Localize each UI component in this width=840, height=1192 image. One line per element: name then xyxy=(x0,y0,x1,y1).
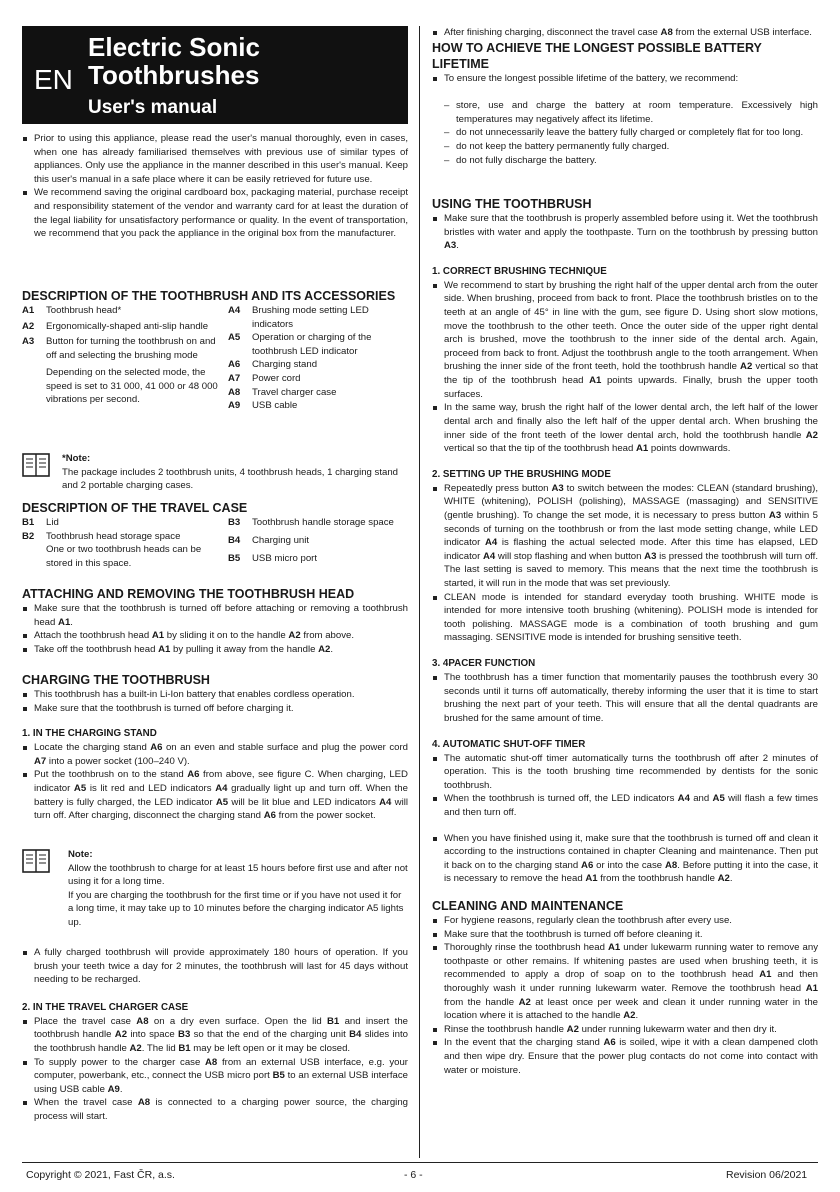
list-item: – store, use and charge the battery at room temperature. Excessively high temperatures may negatively affect its lifetime. xyxy=(444,99,818,126)
list-item: We recommend to start by brushing the right half of the upper dental arch from the outer side. When brushing, proceed from back to front. Place the toothbrush bristles on to the teeth at an angle of 45° in line with the gum, see figure D. Using short slow motions, move the toothbrush to the other teeth. Once the outer side of the upper right dental arch is brushed, move the toothbrush to the inner side of the dental arch. Again, proceed from back to front. Adjust the toothbrush angle to the tooth arrangement. When brushing the inner side of the front teeth, hold the toothbrush handle A2 vertical so that the tip of the toothbrush head A1 points upwards. Finally, brush the upper tooth surfaces. xyxy=(432,279,818,401)
charging-note xyxy=(22,848,408,930)
note-text: Allow the toothbrush to charge for at least 15 hours before first use and after not using it for a long time. xyxy=(68,862,408,888)
list-item: CLEAN mode is intended for standard everyday tooth brushing. WHITE mode is intended for more intensive tooth brushing (whitening). POLISH mode is intended for tooth polishing. MASSAGE mode is a combination of tooth brushing and gum massaging. SENSITIVE mode is intended for brushing sensitive teeth. xyxy=(432,591,818,645)
item-label: Toothbrush handle storage space xyxy=(252,517,394,528)
item-code: B1 xyxy=(22,517,35,528)
note-text: If you are charging the toothbrush for the first time or if you have not used it for a long time, it may take up to 10 minutes before the charging indicator A5 lights up. xyxy=(68,889,404,929)
subsection-heading: 2. IN THE TRAVEL CHARGER CASE xyxy=(22,1001,189,1013)
item-code: B3 xyxy=(228,517,241,528)
item-code: A2 xyxy=(22,320,35,332)
list-item: We recommend saving the original cardboard box, packaging material, purchase receipt and responsibility statement of the vendor and warranty card for at least the duration of the legal liability for unsatisfactory performance or quality. In the event of transportation, we recommend that you pack the appliance in the original box from the manufacturer. xyxy=(22,186,408,240)
item-code: B5 xyxy=(228,553,241,565)
list-item: Attach the toothbrush head A1 by sliding it on to the handle A2 from above. xyxy=(22,629,408,643)
item-label: Lid xyxy=(46,517,59,528)
list-item: Make sure that the toothbrush is turned off before cleaning it. xyxy=(432,928,818,942)
item-label: Ergonomically-shaped anti-slip handle xyxy=(46,320,209,332)
list-item: – do not fully discharge the battery. xyxy=(444,154,818,168)
language-code: EN xyxy=(34,64,73,95)
list-item: Repeatedly press button A3 to switch between the modes: CLEAN (standard brushing), WHITE (whitening), POLISH (polishing), MASSAGE (massaging) and SENSITIVE (gentle brushing). To change the set mode, it is necessary to press button A3 within 5 seconds of turning on the toothbrush or from the last mode setting change, while LED indicator A4 is flashing the actual selected mode. After this time has elapsed, LED indicator A4 will stop flashing and when button A3 is pressed the toothbrush will turn off. The last setting is saved to memory. This means that the next time the toothbrush is started, it will run in the mode that was set previously. xyxy=(432,482,818,591)
item-label: Travel charger case xyxy=(252,386,337,398)
note-label: Note: xyxy=(68,849,93,860)
section-heading: HOW TO ACHIEVE THE LONGEST POSSIBLE BATTERY LIFETIME xyxy=(432,40,762,71)
subsection-heading: 2. SETTING UP THE BRUSHING MODE xyxy=(432,468,611,480)
travel-case-table-right xyxy=(228,516,408,570)
footer-copyright: Copyright © 2021, Fast ČR, a.s. xyxy=(26,1169,175,1181)
right-top xyxy=(432,26,818,167)
attaching-section xyxy=(22,586,408,656)
item-label: USB cable xyxy=(252,400,298,412)
list-item: Locate the charging stand A6 on an even and stable surface and plug the power cord A7 into a power socket (100–240 V). xyxy=(22,741,408,768)
list-item: – do not unnecessarily leave the battery fully charged or completely flat for too long. xyxy=(444,126,818,140)
item-label: Power cord xyxy=(252,373,301,385)
list-item: When the toothbrush is turned off, the LED indicators A4 and A5 will flash a few times and then turn off. xyxy=(432,792,818,819)
intro-list xyxy=(22,132,408,241)
subsection-heading: 3. 4PACER FUNCTION xyxy=(432,658,536,670)
item-code: A5 xyxy=(228,332,241,344)
list-item: Rinse the toothbrush handle A2 under running lukewarm water and then dry it. xyxy=(432,1023,818,1037)
intro-section xyxy=(22,132,408,241)
charging-section xyxy=(22,672,408,823)
list-item: – do not keep the battery permanently fully charged. xyxy=(444,140,818,154)
list-item: For hygiene reasons, regularly clean the toothbrush after every use. xyxy=(432,914,818,928)
section-heading: CLEANING AND MAINTENANCE xyxy=(432,898,624,913)
item-label: Depending on the selected mode, the speed is set to 31 000, 41 000 or 48 000 vibrations per second. xyxy=(46,367,218,406)
subsection-heading: 1. IN THE CHARGING STAND xyxy=(22,728,157,740)
accessories-section xyxy=(22,288,408,413)
list-item: To ensure the longest possible lifetime of the battery, we recommend: xyxy=(432,72,818,86)
list-item: Put the toothbrush on to the stand A6 from above, see figure C. When charging, LED indicator A5 is lit red and LED indicators A4 gradually light up and turn off. When the battery is fully charged, the LED indicator A5 will be lit blue and LED indicators A4 will turn off. After charging, disconnect the charging stand A6 from the power socket. xyxy=(22,768,408,822)
item-label: Charging unit xyxy=(252,535,310,547)
section-heading: CHARGING THE TOOTHBRUSH xyxy=(22,673,210,687)
list-item: Make sure that the toothbrush is turned off before attaching or removing a toothbrush head A1. xyxy=(22,602,408,629)
list-item: Prior to using this appliance, please read the user's manual thoroughly, even in cases, when one has already familiarised themselves with previous use of similar types of appliances. Only use the appliance in the manner described in this user's manual. Keep this user's manual in a safe place where it can be easily retrieved for future use. xyxy=(22,132,408,186)
item-code: A9 xyxy=(228,400,241,412)
item-code: B2 xyxy=(22,530,35,542)
section-heading: USING THE TOOTHBRUSH xyxy=(432,197,592,211)
accessories-table-left xyxy=(22,304,218,413)
item-code: A6 xyxy=(228,359,241,371)
subtitle: User's manual xyxy=(88,97,218,118)
note-text: The package includes 2 toothbrush units, 4 toothbrush heads, 1 charging stand and 2 portable charging cases. xyxy=(62,466,399,492)
list-item: In the event that the charging stand A6 is soiled, wipe it with a clean dampened cloth and then wipe dry. Ensure that the power plug contacts do not come into contact with water or moisture. xyxy=(432,1036,818,1077)
title-line-1: Electric Sonic xyxy=(88,32,260,62)
section-heading: DESCRIPTION OF THE TOOTHBRUSH AND ITS ACCESSORIES xyxy=(22,289,396,303)
item-code: A8 xyxy=(228,386,241,398)
list-item: When you have finished using it, make sure that the toothbrush is turned off and clean it according to the instructions contained in chapter Cleaning and maintenance. Then put it back on to the charging stand A6 or into the case A8. Before putting it into the case, it is necessary to remove the head A1 from the toothbrush handle A2. xyxy=(432,832,818,886)
item-label: Brushing mode setting LED indicators xyxy=(252,305,369,330)
footer-rule xyxy=(22,1162,818,1163)
book-icon xyxy=(22,452,50,478)
using-section xyxy=(432,196,818,1077)
title-banner xyxy=(22,26,408,124)
list-item: After finishing charging, disconnect the travel case A8 from the external USB interface. xyxy=(432,26,818,40)
list-item: When the travel case A8 is connected to a charging power source, the charging process will start. xyxy=(22,1096,408,1123)
list-item: In the same way, brush the right half of the lower dental arch, the left half of the lower dental arch and finally also the left half of the upper dental arch. When brushing the inner side of the front teeth of the lower dental arch, hold the toothbrush handle A2 vertical so that the tip of the toothbrush head A1 points downwards. xyxy=(432,401,818,455)
accessories-table-right xyxy=(228,304,408,413)
item-code xyxy=(22,543,46,570)
list-item: The automatic shut-off timer automatically turns the toothbrush off after 2 minutes of operation. This is the tooth brushing time recommended by dentists for the sonic toothbrush. xyxy=(432,752,818,793)
footer-revision: Revision 06/2021 xyxy=(726,1169,808,1181)
subsection-heading: 1. CORRECT BRUSHING TECHNIQUE xyxy=(432,265,607,277)
note-label: *Note: xyxy=(62,453,91,464)
list-item: Place the travel case A8 on a dry even surface. Open the lid B1 and insert the toothbrush handle A2 into space B3 so that the end of the charging unit B4 slides into the toothbrush handle A2. The lid B1 may be left open or it may be closed. xyxy=(22,1015,408,1056)
battery-dash-list xyxy=(432,99,818,167)
column-divider xyxy=(419,26,420,1158)
list-item: Make sure that the toothbrush is properly assembled before using it. Wet the toothbrush bristles with water and apply the toothpaste. Turn on the toothbrush by pressing button A3. xyxy=(432,212,818,253)
item-label: Toothbrush head storage space xyxy=(46,530,181,542)
travel-case-section xyxy=(22,500,408,570)
item-code: A1 xyxy=(22,305,35,316)
list-item: To supply power to the charger case A8 from an external USB interface, e.g. your computer, powerbank, etc., connect the USB micro port B5 to an external USB interface using USB cable A9. xyxy=(22,1056,408,1097)
book-icon xyxy=(22,848,50,874)
item-label: Button for turning the toothbrush on and off and selecting the brushing mode xyxy=(46,336,216,361)
list-item: Take off the toothbrush head A1 by pulling it away from the handle A2. xyxy=(22,643,408,657)
charging-part2 xyxy=(22,946,408,1124)
item-code: A3 xyxy=(22,336,35,348)
item-label: Operation or charging of the toothbrush LED indicator xyxy=(252,332,372,357)
title-line-2: Toothbrushes xyxy=(88,60,260,90)
list-item: This toothbrush has a built-in Li-Ion battery that enables cordless operation. xyxy=(22,688,408,702)
list-item: Thoroughly rinse the toothbrush head A1 under lukewarm running water to remove any toothpaste or other remains. If whitening pastes are used when brushing teeth, it is recommended to apply a drop of soap on to the toothbrush head A1 and then thoroughly wash it under running lukewarm water. Remove the toothbrush head A1 from the handle A2 at least once per week and clean it under running water in the location where it is attached to the handle A2. xyxy=(432,941,818,1023)
accessories-note xyxy=(22,452,408,493)
item-label: USB micro port xyxy=(252,553,318,565)
item-code: A4 xyxy=(228,305,241,316)
list-item: Make sure that the toothbrush is turned off before charging it. xyxy=(22,702,408,716)
item-code: A7 xyxy=(228,373,241,385)
list-item: The toothbrush has a timer function that momentarily pauses the toothbrush every 30 seconds until it turns off automatically, thereby informing the user that it is time to start brushing the next part of your teeth. This will ensure that all the dental quadrants are brushed for the same amount of time. xyxy=(432,671,818,725)
travel-case-table-left xyxy=(22,516,218,570)
item-code xyxy=(22,366,46,413)
section-heading: ATTACHING AND REMOVING THE TOOTHBRUSH HEAD xyxy=(22,587,355,601)
subsection-heading: 4. AUTOMATIC SHUT-OFF TIMER xyxy=(432,738,586,750)
list-item: A fully charged toothbrush will provide approximately 180 hours of operation. If you brush your teeth twice a day for 2 minutes, the toothbrush will last for 45 days without needing to be recharged. xyxy=(22,946,408,987)
item-code: B4 xyxy=(228,535,241,547)
item-label: Charging stand xyxy=(252,359,318,371)
item-label: One or two toothbrush heads can be stored in this space. xyxy=(46,544,202,569)
section-heading: DESCRIPTION OF THE TRAVEL CASE xyxy=(22,501,248,515)
item-label: Toothbrush head* xyxy=(46,305,122,316)
footer-page-number: - 6 - xyxy=(404,1169,423,1181)
